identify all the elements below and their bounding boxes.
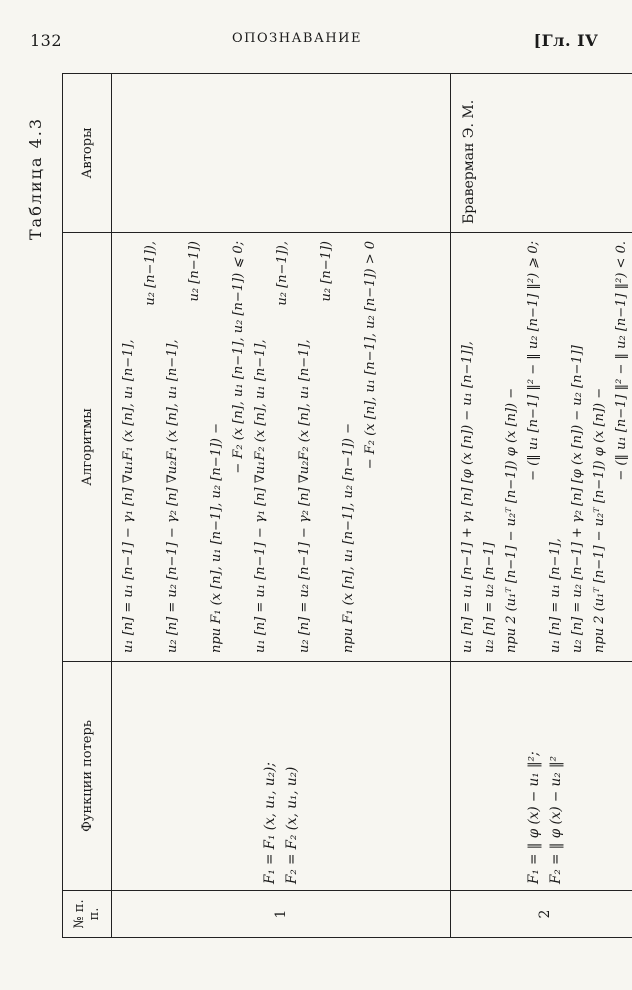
algorithm-line: u₂ [n] = u₂ [n−1] − γ₂ [n] ∇u₂F₁ (x [n], u₁ [n−1], [165,339,180,653]
algorithm-line: u₁ [n] = u₁ [n−1] − γ₁ [n] ∇u₁F₁ (x [n], u₁ [n−1], [121,339,136,653]
column-header-algorithms: Алгоритмы [63,233,112,662]
algorithm-line: u₁ [n] = u₁ [n−1] + γ₁ [n] [φ (x [n]) − u₁ [n−1]], [460,341,475,653]
algorithm-line: − (‖ u₁ [n−1] ‖² − ‖ u₂ [n−1] ‖²) < 0. [614,241,629,481]
algorithm-line: при 2 (u₁ᵀ [n−1] − u₂ᵀ [n−1]) φ (x [n]) − [504,387,519,653]
table-row [112,74,451,938]
page-number: 132 [30,31,63,50]
author-cell [112,74,451,233]
algorithm-cell [451,233,632,662]
loss-function-cell [451,662,632,891]
loss-line: F₁ = F₁ (x, u₁, u₂); [262,762,278,884]
table-header-row [63,74,112,938]
table-row [451,74,632,938]
chapter-label: [Гл. IV [533,31,598,50]
algorithm-line: u₂ [n−1]), [275,241,290,306]
algorithm-line: u₂ [n−1]), [143,241,158,306]
column-header-authors: Авторы [63,74,112,233]
algorithm-line: − (‖ u₁ [n−1] ‖² − ‖ u₂ [n−1] ‖²) ⩾ 0; [526,241,541,481]
loss-function-cell [112,662,451,891]
algorithm-line: при F₁ (x [n], u₁ [n−1], u₂ [n−1]) − [341,422,356,653]
loss-line: F₂ = ‖ φ (x) − u₂ ‖² [548,755,564,884]
algorithms-table [62,78,629,938]
algorithm-line: при 2 (u₁ᵀ [n−1] − u₂ᵀ [n−1]) φ (x [n]) − [592,387,607,653]
row-number: 2 [451,891,632,938]
algorithm-line: − F₂ (x [n], u₁ [n−1], u₂ [n−1]) ⩽ 0; [231,241,246,474]
row-number: 1 [112,891,451,938]
loss-line: F₂ = F₂ (x, u₁, u₂) [284,766,300,884]
algorithm-line: при F₁ (x [n], u₁ [n−1], u₂ [n−1]) − [209,422,224,653]
author-cell: Браверман Э. М. [451,74,632,233]
algorithm-line: u₂ [n] = u₂ [n−1] [482,542,497,653]
algorithm-line: u₁ [n] = u₁ [n−1] − γ₁ [n] ∇u₁F₂ (x [n], u₁ [n−1], [253,339,268,653]
algorithm-cell [112,233,451,662]
algorithm-line: u₂ [n] = u₂ [n−1] − γ₂ [n] ∇u₂F₂ (x [n], u₁ [n−1], [297,339,312,653]
column-header-number: № п. п. [63,891,112,938]
loss-line: F₁ = ‖ φ (x) − u₁ ‖²; [526,751,542,884]
table-caption: Таблица 4.3 [26,116,45,240]
column-header-loss: Функции потерь [63,662,112,891]
algorithm-line: u₁ [n] = u₁ [n−1], [548,538,563,653]
page-header [0,31,632,53]
algorithm-line: − F₂ (x [n], u₁ [n−1], u₂ [n−1]) > 0 [363,241,378,470]
running-title: ОПОЗНАВАНИЕ [232,31,362,46]
algorithm-line: u₂ [n] = u₂ [n−1] + γ₂ [n] [φ (x [n]) − u₂ [n−1]] [570,345,585,653]
algorithm-line: u₂ [n−1]) [319,241,334,302]
algorithm-line: u₂ [n−1]) [187,241,202,302]
